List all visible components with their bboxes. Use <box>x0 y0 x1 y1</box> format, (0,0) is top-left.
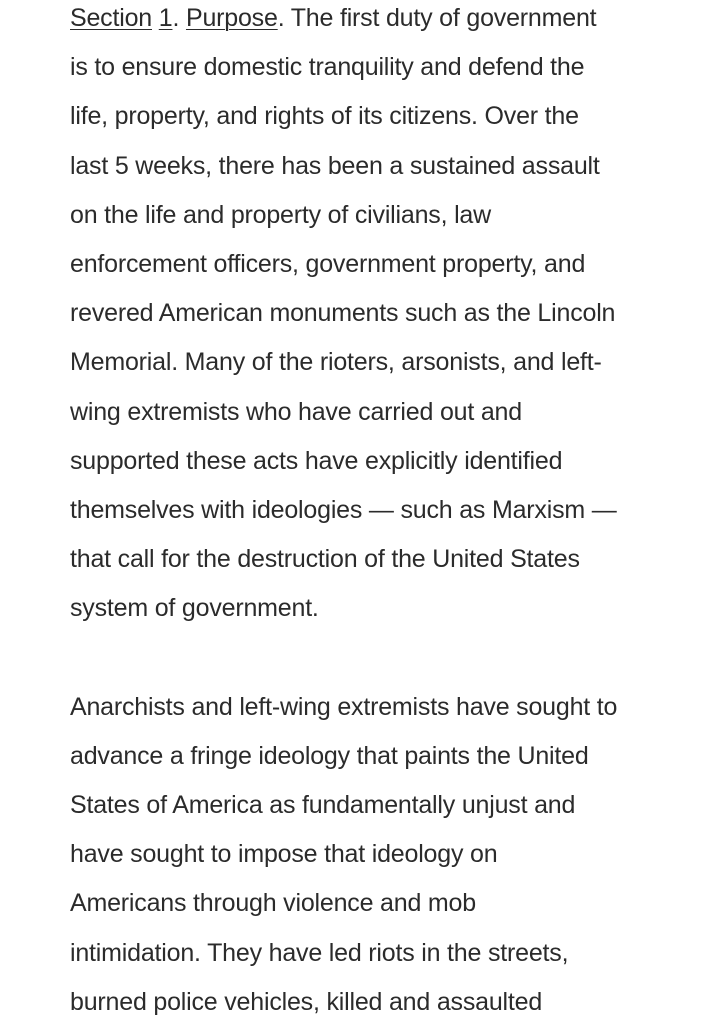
paragraph-2 <box>70 689 670 1033</box>
text-line: advance a fringe ideology that paints the United <box>70 741 589 770</box>
text-line: intimidation. They have led riots in the streets, <box>70 938 569 967</box>
text-line: is to ensure domestic tranquility and defend the <box>70 53 585 82</box>
text-line: revered American monuments such as the Lincoln <box>70 299 616 328</box>
document-body <box>70 0 670 1033</box>
text-line: enforcement officers, government property, and <box>70 249 586 278</box>
text-line: burned police vehicles, killed and assaulted <box>70 987 543 1016</box>
section-label: Section <box>70 4 152 32</box>
paragraph-1 <box>70 49 670 639</box>
text-line: States of America as fundamentally unjust and <box>70 791 576 819</box>
text-line: that call for the destruction of the United States <box>70 545 580 574</box>
text-line: last 5 weeks, there has been a sustained assault <box>70 151 600 180</box>
text-line: Americans through violence and mob <box>70 889 476 918</box>
text-line: Memorial. Many of the rioters, arsonists, and left- <box>70 348 602 377</box>
text-line: life, property, and rights of its citizens. Over the <box>70 102 579 131</box>
text-line: have sought to impose that ideology on <box>70 840 498 869</box>
text-line: wing extremists who have carried out and <box>70 397 522 426</box>
text-line: system of government. <box>70 594 319 623</box>
section-number: 1 <box>158 4 173 32</box>
text-line: Anarchists and left-wing extremists have sought to <box>70 692 618 721</box>
text-line: supported these acts have explicitly identified <box>70 446 563 475</box>
section-heading: Purpose <box>185 4 278 32</box>
text-line: on the life and property of civilians, law <box>70 200 491 229</box>
text-line: themselves with ideologies — such as Marxism — <box>70 495 617 524</box>
section-first-line: Section 1. Purpose. The first duty of government <box>70 4 597 32</box>
section-first-line-text: The first duty of government <box>290 4 597 32</box>
paragraph-spacer <box>70 639 670 688</box>
